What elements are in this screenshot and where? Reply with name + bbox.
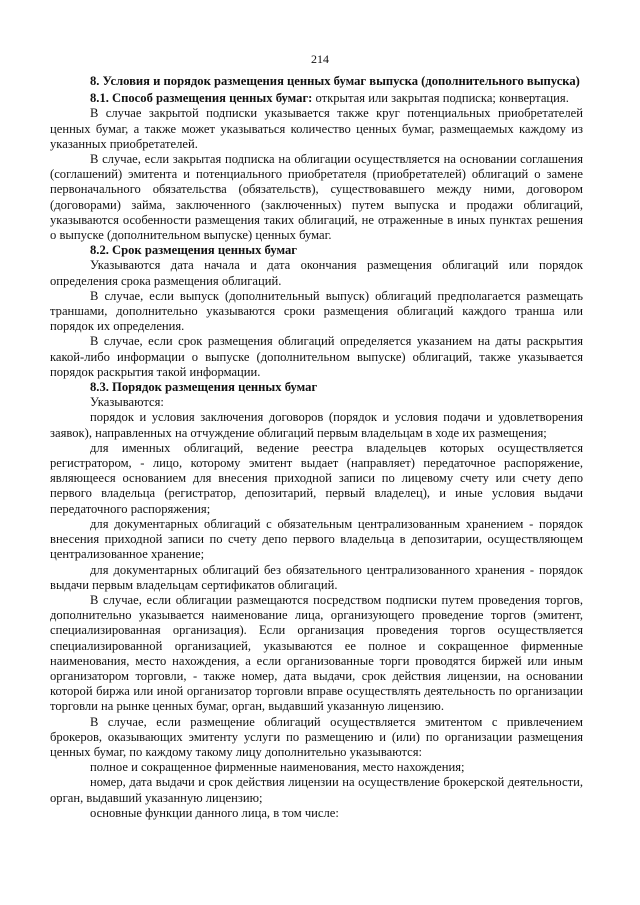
paragraph-central-custody: для документарных облигаций с обязательным централизованным хранением - порядок внесения приходной записи по счету депо первого владельца в депозитарии, осуществляющем централизованное хранение; [50,516,583,562]
paragraph-no-central-custody: для документарных облигаций без обязательного централизованного хранения - порядок выдачи первым владельцам сертификатов облигаций. [50,562,583,592]
paragraph-placement-dates: Указываются дата начала и дата окончания размещения облигаций или порядок определения срока размещения облигаций. [50,258,583,288]
paragraph-closed-subscription: В случае закрытой подписки указывается также круг потенциальных приобретателей ценных бумаг, а также может указываться количество ценных бумаг, размещаемых каждому из указанных приобретателей. [50,106,583,151]
list-item-names: полное и сокращенное фирменные наименования, место нахождения; [90,760,465,775]
paragraph-bond-exchange: В случае, если закрытая подписка на облигации осуществляется на основании соглашения (соглашений) эмитента и потенциального приобретателя (приобретателей) облигаций о замене первоначального обязательства (обязательств), существовавшего между ними, договором (договорами) займа, заключенного (заключенных) путем выпуска и продажи облигаций, указываются особенности размещения таких облигаций, не отраженные в иных пунктах решения о выпуске (дополнительном выпуске) ценных бумаг. [50,152,583,243]
paragraph-indicated: Указываются: [90,395,164,410]
list-item-functions: основные функции данного лица, в том числе: [90,805,339,820]
section-8-3-heading: 8.3. Порядок размещения ценных бумаг [90,380,318,395]
paragraph-disclosure-dates: В случае, если срок размещения облигаций определяется указанием на даты раскрытия какой-либо информации о выпуске (дополнительном выпуске) облигаций, также указывается порядок раскрытия такой информации. [50,334,583,379]
paragraph-tranches: В случае, если выпуск (дополнительный выпуск) облигаций предполагается размещать траншами, дополнительно указываются сроки размещения облигаций каждого транша или порядок их определения. [50,288,583,334]
section-8-1-title: 8.1. Способ размещения ценных бумаг: [90,91,313,106]
paragraph-registered-bonds: для именных облигаций, ведение реестра владельцев которых осуществляется регистратором, - лицо, которому эмитент выдает (направляет) передаточное распоряжение, являющееся основанием для внесения приходной записи по лицевому счету или счету депо первого владельца (регистратор, депозитарий, первый владелец), и иные условия выдачи передаточного распоряжения; [50,440,583,516]
page-number: 214 [311,52,329,66]
list-item-license: номер, дата выдачи и срок действия лицензии на осуществление брокерской деятельности, орган, выдавший указанную лицензию; [50,775,583,805]
paragraph-trading-organizer: В случае, если облигации размещаются посредством подписки путем проведения торгов, дополнительно указывается наименование лица, организующего проведение торгов (эмитент, специализированная организация). Если организация проведения торгов осуществляется специализированной организацией, указываются ее полное и сокращенное фирменные наименования, место нахождения, а если организованные торги проводятся биржей или иным организатором торговли, - также номер, дата выдачи, срок действия лицензии, на основании которой биржа или иной организатор торговли вправе осуществлять деятельность по организации торговли на рынке ценных бумаг, орган, выдавший указанную лицензию. [50,592,583,714]
paragraph-contract-terms: порядок и условия заключения договоров (порядок и условия подачи и удовлетворения заявок), направленных на отчуждение облигаций первым владельцам в ходе их размещения; [50,410,583,440]
paragraph-brokers: В случае, если размещение облигаций осуществляется эмитентом с привлечением брокеров, оказывающих эмитенту услуги по размещению и (или) по организации размещения ценных бумаг, по каждому такому лицу дополнительно указываются: [50,714,583,759]
document-body [50,74,583,821]
section-8-2-heading: 8.2. Срок размещения ценных бумаг [90,243,297,258]
section-8-heading: 8. Условия и порядок размещения ценных бумаг выпуска (дополнительного выпуска) [90,74,580,88]
section-8-1 [50,91,583,106]
section-8-1-text: открытая или закрытая подписка; конвертация. [312,91,569,106]
